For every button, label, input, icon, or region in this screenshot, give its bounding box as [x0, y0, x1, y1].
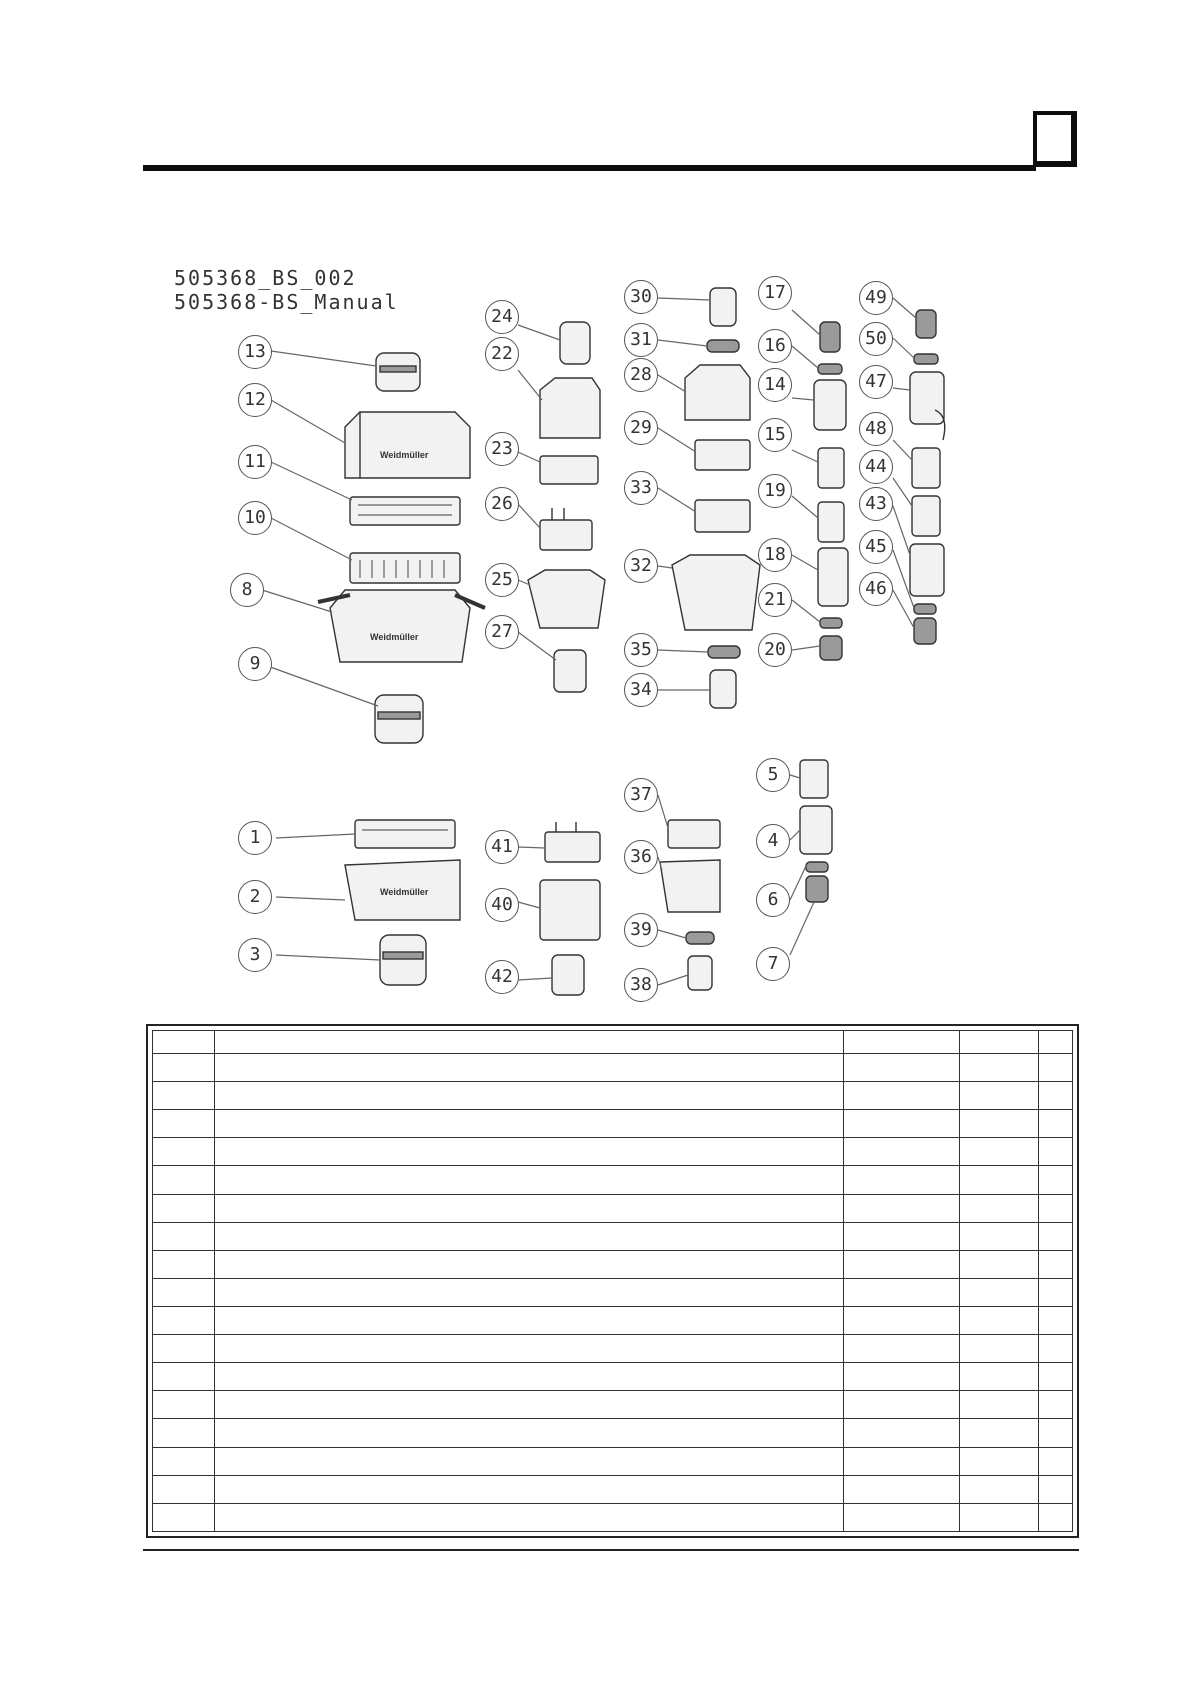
- callout-19: 19: [758, 474, 792, 508]
- table-row: [153, 1306, 1073, 1334]
- part-gland-34: [710, 670, 736, 708]
- table-cell: [960, 1447, 1039, 1475]
- part-gland-17: [820, 322, 840, 352]
- table-cell: [153, 1082, 215, 1110]
- table-cell: [214, 1419, 843, 1447]
- part-hood-12: [345, 412, 470, 478]
- callout-21: 21: [758, 583, 792, 617]
- callout-16: 16: [758, 329, 792, 363]
- table-cell: [1039, 1166, 1073, 1194]
- header-cell: [214, 1031, 843, 1054]
- table-cell: [153, 1306, 215, 1334]
- part-insert-23: [540, 456, 598, 484]
- part-housing-4: [800, 806, 832, 854]
- footer-rule: [143, 1549, 1079, 1551]
- svg-text:Weidmüller: Weidmüller: [370, 632, 419, 642]
- part-housing-43: [910, 544, 944, 596]
- part-ring-45: [914, 604, 936, 614]
- table-cell: [960, 1503, 1039, 1531]
- table-cell: [1039, 1222, 1073, 1250]
- callout-6: 6: [756, 883, 790, 917]
- callout-47: 47: [859, 365, 893, 399]
- table-cell: [844, 1503, 960, 1531]
- table-cell: [1039, 1250, 1073, 1278]
- table-cell: [153, 1335, 215, 1363]
- callout-13: 13: [238, 335, 272, 369]
- table-cell: [844, 1306, 960, 1334]
- table-cell: [1039, 1306, 1073, 1334]
- callout-46: 46: [859, 572, 893, 606]
- callout-11: 11: [238, 445, 272, 479]
- callout-34: 34: [624, 673, 658, 707]
- table-cell: [844, 1166, 960, 1194]
- table-cell: [153, 1138, 215, 1166]
- callout-22: 22: [485, 337, 519, 371]
- part-housing-2: [345, 860, 460, 920]
- table-cell: [960, 1222, 1039, 1250]
- callout-33: 33: [624, 471, 658, 505]
- table-cell: [1039, 1475, 1073, 1503]
- callout-8: 8: [230, 573, 264, 607]
- table-row: [153, 1222, 1073, 1250]
- table-row: [153, 1138, 1073, 1166]
- table-row: [153, 1447, 1073, 1475]
- table-row: [153, 1166, 1073, 1194]
- part-insert-10: [350, 553, 460, 583]
- table-row: [153, 1054, 1073, 1082]
- callout-9: 9: [238, 647, 272, 681]
- table-cell: [844, 1335, 960, 1363]
- table-cell: [844, 1419, 960, 1447]
- table-cell: [844, 1138, 960, 1166]
- table-cell: [153, 1222, 215, 1250]
- part-gland-42: [552, 955, 584, 995]
- table-cell: [214, 1082, 843, 1110]
- header-cell: [960, 1031, 1039, 1054]
- callout-40: 40: [485, 888, 519, 922]
- callout-45: 45: [859, 530, 893, 564]
- part-insert-5: [800, 760, 828, 798]
- table-cell: [1039, 1138, 1073, 1166]
- callout-4: 4: [756, 824, 790, 858]
- callout-38: 38: [624, 968, 658, 1002]
- table-cell: [1039, 1363, 1073, 1391]
- header-cell: [844, 1031, 960, 1054]
- part-ring-50: [914, 354, 938, 364]
- table-row: [153, 1110, 1073, 1138]
- callout-31: 31: [624, 323, 658, 357]
- table-cell: [153, 1447, 215, 1475]
- table-cell: [214, 1194, 843, 1222]
- table-cell: [844, 1447, 960, 1475]
- table-cell: [960, 1475, 1039, 1503]
- callout-12: 12: [238, 383, 272, 417]
- table-row: [153, 1082, 1073, 1110]
- table-cell: [214, 1222, 843, 1250]
- part-insert-15: [818, 448, 844, 488]
- table-cell: [844, 1082, 960, 1110]
- table-cell: [153, 1475, 215, 1503]
- table-cell: [844, 1250, 960, 1278]
- callout-32: 32: [624, 549, 658, 583]
- table-cell: [214, 1447, 843, 1475]
- table-cell: [1039, 1278, 1073, 1306]
- table-cell: [153, 1419, 215, 1447]
- callout-25: 25: [485, 563, 519, 597]
- table-cell: [960, 1419, 1039, 1447]
- table-cell: [214, 1054, 843, 1082]
- part-housing-25: [528, 570, 605, 628]
- callout-23: 23: [485, 432, 519, 466]
- part-housing-40: [540, 880, 600, 940]
- table-cell: [960, 1335, 1039, 1363]
- table-cell: [214, 1278, 843, 1306]
- table-cell: [844, 1222, 960, 1250]
- svg-text:Weidmüller: Weidmüller: [380, 450, 429, 460]
- callout-29: 29: [624, 411, 658, 445]
- table-row: [153, 1503, 1073, 1531]
- part-gland-49: [916, 310, 936, 338]
- callout-15: 15: [758, 418, 792, 452]
- part-insert-41: [545, 822, 600, 862]
- part-hood-28: [685, 365, 750, 420]
- table-cell: [844, 1391, 960, 1419]
- part-gland-7: [806, 876, 828, 902]
- table-cell: [214, 1475, 843, 1503]
- parts-list-table: [146, 1024, 1079, 1538]
- table-row: [153, 1419, 1073, 1447]
- table-cell: [960, 1391, 1039, 1419]
- table-row: [153, 1335, 1073, 1363]
- part-ring-39: [686, 932, 714, 944]
- table-cell: [214, 1110, 843, 1138]
- part-gland-30: [710, 288, 736, 326]
- callout-26: 26: [485, 487, 519, 521]
- table-cell: [960, 1082, 1039, 1110]
- callout-30: 30: [624, 280, 658, 314]
- svg-text:Weidmüller: Weidmüller: [380, 887, 429, 897]
- table-cell: [153, 1391, 215, 1419]
- header-cell: [1039, 1031, 1073, 1054]
- table-cell: [153, 1278, 215, 1306]
- table-cell: [214, 1335, 843, 1363]
- table-row: [153, 1278, 1073, 1306]
- callout-41: 41: [485, 830, 519, 864]
- part-hood-22: [540, 378, 600, 438]
- table-cell: [153, 1194, 215, 1222]
- part-hood-47: [910, 372, 945, 440]
- table-header-row: [153, 1031, 1073, 1054]
- table-cell: [960, 1054, 1039, 1082]
- table-cell: [214, 1363, 843, 1391]
- table-cell: [153, 1250, 215, 1278]
- table-cell: [214, 1391, 843, 1419]
- table-cell: [960, 1250, 1039, 1278]
- callout-2: 2: [238, 880, 272, 914]
- part-insert-26: [540, 508, 592, 550]
- header-cell: [153, 1031, 215, 1054]
- table-cell: [1039, 1419, 1073, 1447]
- table-cell: [960, 1138, 1039, 1166]
- table-cell: [153, 1503, 215, 1531]
- callout-43: 43: [859, 487, 893, 521]
- table-cell: [214, 1306, 843, 1334]
- callout-39: 39: [624, 913, 658, 947]
- part-housing-18: [818, 548, 848, 606]
- table-cell: [960, 1363, 1039, 1391]
- table-cell: [1039, 1503, 1073, 1531]
- table-cell: [153, 1363, 215, 1391]
- callout-42: 42: [485, 960, 519, 994]
- table-cell: [153, 1054, 215, 1082]
- part-insert-44: [912, 496, 940, 536]
- callout-17: 17: [758, 276, 792, 310]
- part-ring-16: [818, 364, 842, 374]
- part-housing-32: [672, 555, 760, 630]
- callout-20: 20: [758, 633, 792, 667]
- table-cell: [960, 1306, 1039, 1334]
- table-cell: [844, 1363, 960, 1391]
- part-gland-27: [554, 650, 586, 692]
- callout-3: 3: [238, 938, 272, 972]
- part-housing-8: [318, 590, 485, 662]
- table-cell: [214, 1503, 843, 1531]
- callout-37: 37: [624, 778, 658, 812]
- part-cable-gland-9: [375, 695, 423, 743]
- callout-1: 1: [238, 821, 272, 855]
- callout-44: 44: [859, 450, 893, 484]
- table-cell: [844, 1194, 960, 1222]
- table-cell: [153, 1166, 215, 1194]
- table-row: [153, 1250, 1073, 1278]
- table-cell: [214, 1138, 843, 1166]
- callout-28: 28: [624, 358, 658, 392]
- callout-50: 50: [859, 322, 893, 356]
- drawing-number: 505368_BS_002: [174, 266, 357, 290]
- table-cell: [214, 1250, 843, 1278]
- part-insert-19: [818, 502, 844, 542]
- table-cell: [844, 1110, 960, 1138]
- table-cell: [960, 1166, 1039, 1194]
- part-gland-20: [820, 636, 842, 660]
- part-insert-11: [350, 497, 460, 525]
- part-hood-14: [814, 380, 846, 430]
- callout-5: 5: [756, 758, 790, 792]
- part-gland-38: [688, 956, 712, 990]
- table-cell: [844, 1054, 960, 1082]
- callout-24: 24: [485, 300, 519, 334]
- callout-18: 18: [758, 538, 792, 572]
- part-ring-31: [707, 340, 739, 352]
- table-cell: [960, 1110, 1039, 1138]
- callout-10: 10: [238, 501, 272, 535]
- part-cable-gland-13: [376, 353, 420, 391]
- table-cell: [960, 1278, 1039, 1306]
- drawing-manual-ref: 505368-BS_Manual: [174, 290, 399, 314]
- part-insert-29: [695, 440, 750, 470]
- table-cell: [844, 1278, 960, 1306]
- table-row: [153, 1391, 1073, 1419]
- table-row: [153, 1363, 1073, 1391]
- callout-14: 14: [758, 368, 792, 402]
- part-housing-36: [660, 860, 720, 912]
- part-gland-24: [560, 322, 590, 364]
- part-ring-21: [820, 618, 842, 628]
- table-cell: [960, 1194, 1039, 1222]
- part-insert-1: [355, 820, 455, 848]
- table-cell: [153, 1110, 215, 1138]
- table-cell: [1039, 1110, 1073, 1138]
- table-cell: [1039, 1054, 1073, 1082]
- part-ring-6: [806, 862, 828, 872]
- part-insert-48: [912, 448, 940, 488]
- callout-27: 27: [485, 615, 519, 649]
- table-cell: [1039, 1391, 1073, 1419]
- table-cell: [1039, 1194, 1073, 1222]
- part-gland-46: [914, 618, 936, 644]
- callout-36: 36: [624, 840, 658, 874]
- table-cell: [1039, 1447, 1073, 1475]
- table-cell: [844, 1475, 960, 1503]
- callout-35: 35: [624, 633, 658, 667]
- table-row: [153, 1194, 1073, 1222]
- table-cell: [214, 1166, 843, 1194]
- part-insert-37: [668, 820, 720, 848]
- part-cable-gland-3: [380, 935, 426, 985]
- callout-48: 48: [859, 412, 893, 446]
- part-insert-33: [695, 500, 750, 532]
- table-cell: [1039, 1082, 1073, 1110]
- table-row: [153, 1475, 1073, 1503]
- callout-49: 49: [859, 281, 893, 315]
- part-ring-35: [708, 646, 740, 658]
- callout-7: 7: [756, 947, 790, 981]
- table-cell: [1039, 1335, 1073, 1363]
